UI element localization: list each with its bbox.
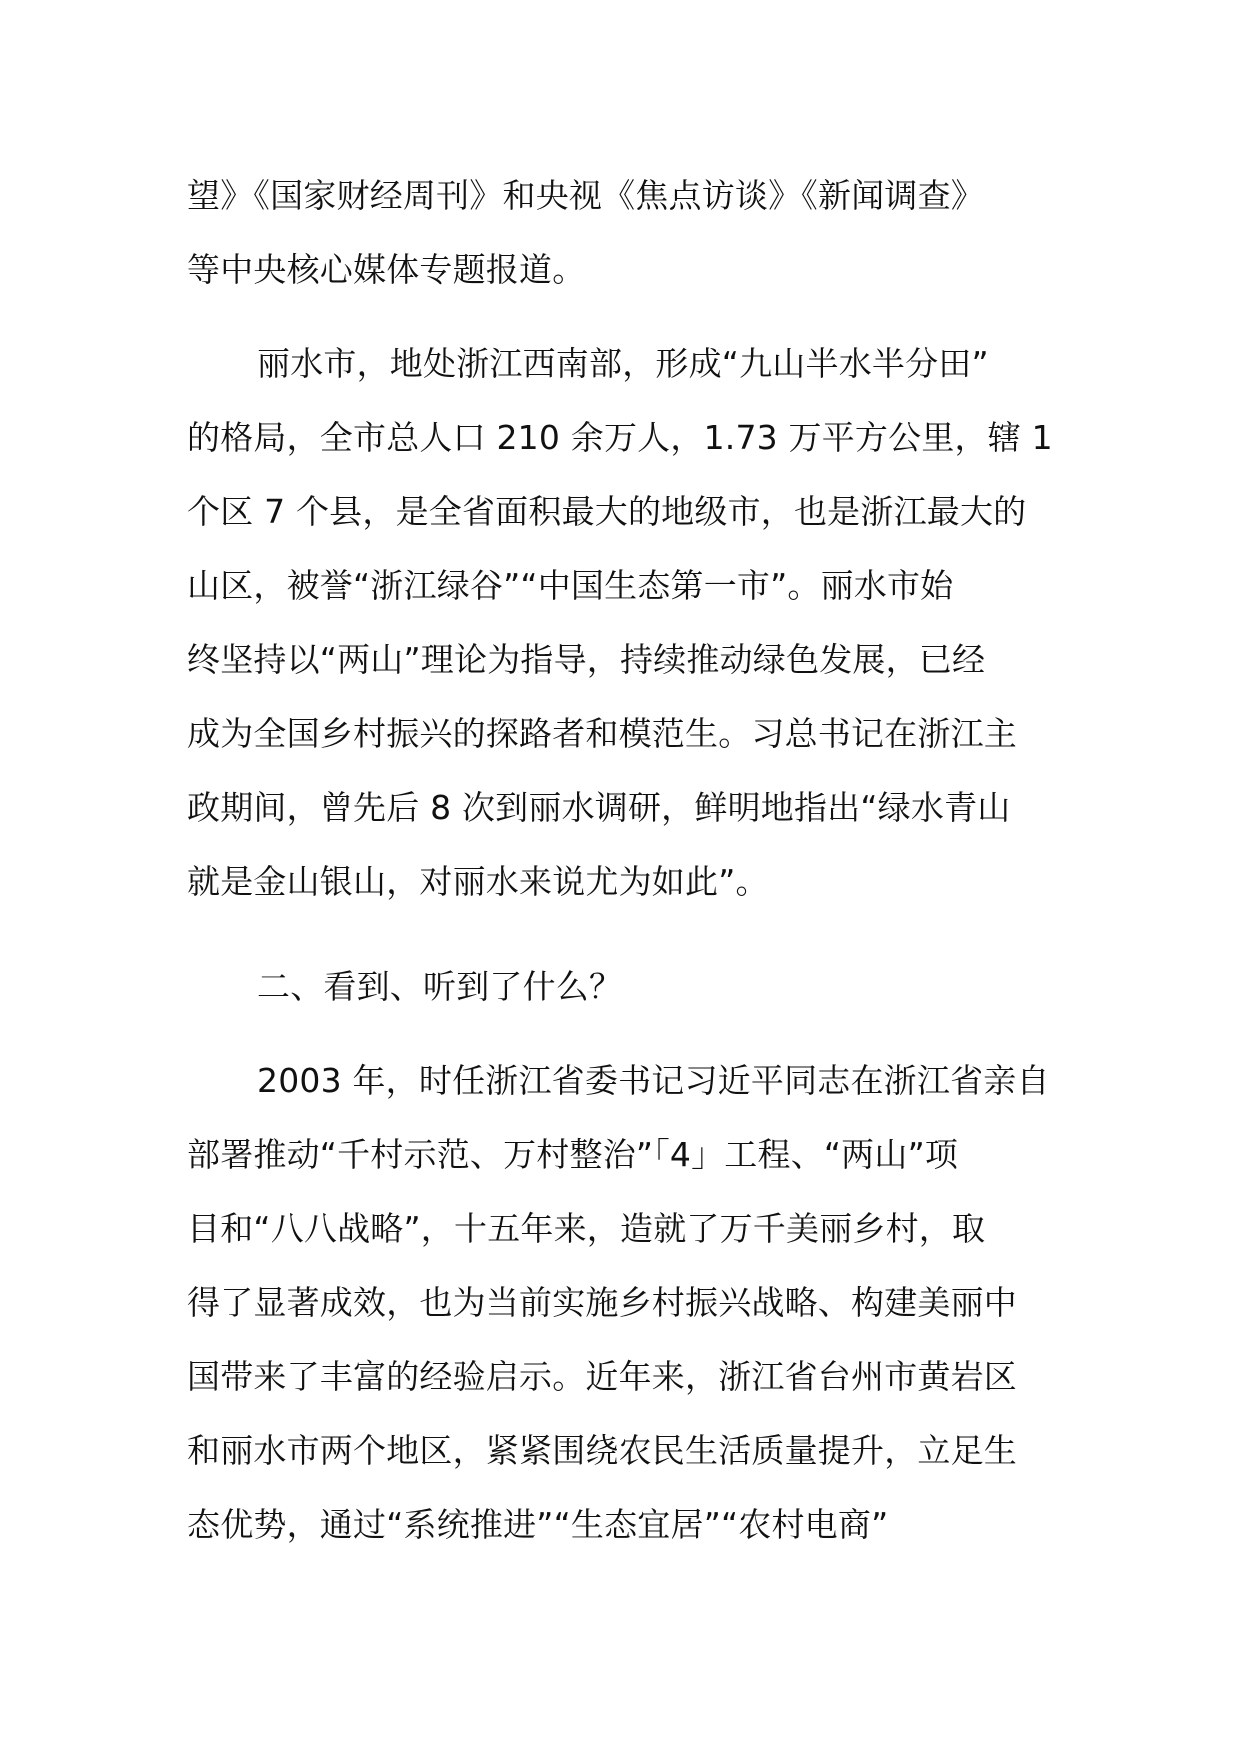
text-line: 和丽水市两个地区，紧紧围绕农民生活质量提升，立足生 <box>187 1431 1017 1470</box>
text-line: 丽水市，地处浙江西南部，形成“九山半水半分田” <box>257 344 989 383</box>
text-line: 得了显著成效，也为当前实施乡村振兴战略、构建美丽中 <box>187 1283 1017 1322</box>
text-line: 部署推动“千村示范、万村整治”「4」工程、“两山”项 <box>187 1135 959 1174</box>
section-heading-text: 二、看到、听到了什么？ <box>257 967 623 1006</box>
text-line: 2003 年，时任浙江省委书记习近平同志在浙江省亲自 <box>257 1061 1050 1100</box>
paragraph-lishui-overview <box>187 327 1067 919</box>
text-line: 政期间，曾先后 8 次到丽水调研，鲜明地指出“绿水青山 <box>187 788 1011 827</box>
text-line: 等中央核心媒体专题报道。 <box>187 250 586 289</box>
text-line: 望》《国家财经周刊》和央视《焦点访谈》《新闻调查》 <box>187 176 984 215</box>
text-line: 个区 7 个县，是全省面积最大的地级市，也是浙江最大的 <box>187 492 1027 531</box>
text-line: 目和“八八战略”，十五年来，造就了万千美丽乡村，取 <box>187 1209 986 1248</box>
text-line: 国带来了丰富的经验启示。近年来，浙江省台州市黄岩区 <box>187 1357 1017 1396</box>
paragraph-media-coverage <box>187 159 1067 307</box>
paragraph-2003-initiative <box>187 1044 1067 1562</box>
text-line: 山区，被誉“浙江绿谷”“中国生态第一市”。丽水市始 <box>187 566 954 605</box>
text-line: 终坚持以“两山”理论为指导，持续推动绿色发展，已经 <box>187 640 986 679</box>
text-line: 成为全国乡村振兴的探路者和模范生。习总书记在浙江主 <box>187 714 1017 753</box>
section-heading <box>187 950 1067 1024</box>
text-line: 的格局，全市总人口 210 余万人，1.73 万平方公里，辖 1 <box>187 418 1053 457</box>
text-line: 就是金山银山，对丽水来说尤为如此”。 <box>187 862 769 901</box>
text-line: 态优势，通过“系统推进”“生态宜居”“农村电商” <box>187 1505 889 1544</box>
